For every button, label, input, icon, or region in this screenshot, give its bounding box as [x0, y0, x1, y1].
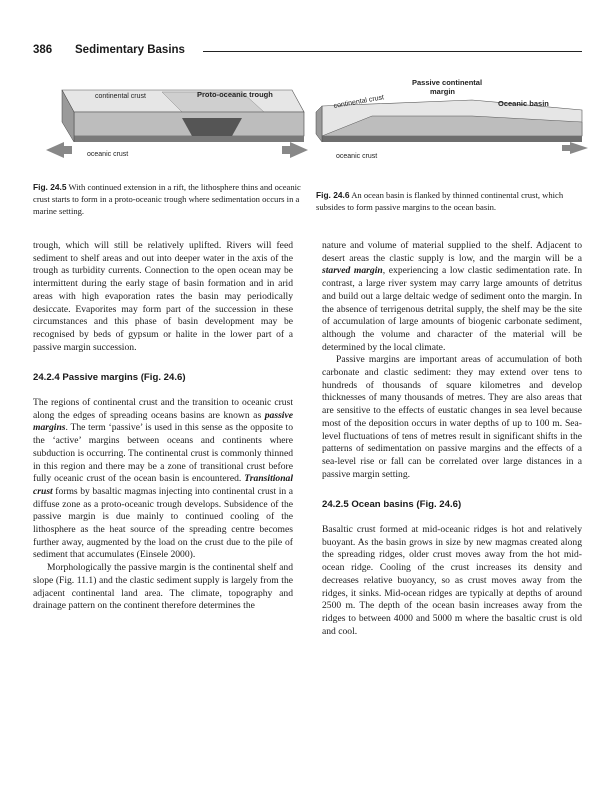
caption-number: Fig. 24.5 [33, 182, 67, 192]
paragraph: nature and volume of material supplied to the shelf. Adjacent to desert areas the clastic supply is low, and the margin will be a starved margin, experiencing a low clastic sedimentation rate. In contrast, a large river system may carry large amounts of detritus and build out a large deltaic wedge of sediment onto the margin. In the absence of terrigenous detrital supply, the shelf may be the site of accumulation of large amounts of biogenic carbonate sediment, although the volume and character of the material will be determined by the local climate. [322, 240, 582, 353]
label-continental-crust: continental crust [333, 94, 385, 110]
header-rule [203, 51, 582, 52]
caption-fig-24-5 [33, 181, 301, 217]
label-continental-crust: continental crust [95, 93, 146, 100]
term-transitional-crust: Transitional crust [33, 473, 293, 497]
left-column [33, 240, 293, 613]
term-starved-margin: starved margin [322, 265, 383, 277]
section-heading-24-2-4: 24.2.4 Passive margins (Fig. 24.6) [33, 372, 186, 384]
section-heading-24-2-5: 24.2.5 Ocean basins (Fig. 24.6) [322, 499, 462, 511]
paragraph: The regions of continental crust and the transition to oceanic crust along the edges of spreading oceans basins are known as passive margins. The term ‘passive’ is used in this sense as the opposite to the ‘active’ margins between oceans and continents where subduction is occurring. The continental crust is commonly thinned in this region and there may be a zone of transitional crust before fully oceanic crust of the ocean basin is encountered. Transitional crust forms by basaltic magmas injecting into continental crust in a diffuse zone as a proto-oceanic trough develops. Subsidence of the passive margin is due mainly to continued cooling of the lithosphere as the heat source of the spreading centre becomes further away, augmented by the load on the crust due to the pile of sediment that accumulates (Einsele 2000). [33, 397, 293, 561]
figure-24-5 [42, 78, 312, 178]
paragraph: trough, which will still be relatively uplifted. Rivers will feed sediment to shelf areas and out into deeper water in the axis of the trough as turbidity currents. Connection to the open ocean may be intermittent during the early stage of basin formation and in arid areas with high evaporation rates the basin may periodically desiccate. Evaporites may form part of the succession in these circumstances and this phase of basin development may be recognised by beds of gypsum or halite in the lower part of a passive margin succession. [33, 240, 293, 353]
running-title: Sedimentary Basins [75, 44, 185, 56]
label-oceanic-crust: oceanic crust [87, 151, 129, 158]
label-passive-continental-1: Passive continental [412, 78, 483, 87]
paragraph: Morphologically the passive margin is the continental shelf and slope (Fig. 11.1) and the clastic sediment supply is largely from the adjacent continental land area. The climate, topography and drainage pattern on the continent therefore determines the [33, 562, 293, 612]
figure-24-5-diagram [42, 78, 312, 178]
caption-number: Fig. 24.6 [316, 190, 350, 200]
label-oceanic-crust: oceanic crust [336, 153, 378, 160]
caption-text: With continued extension in a rift, the lithosphere thins and oceanic crust starts to form in a proto-oceanic trough where sedimentation occurs in a marine setting. [33, 182, 301, 216]
label-oceanic-basin: Oceanic basin [498, 99, 549, 108]
figure-24-6-diagram [312, 76, 592, 166]
paragraph: Basaltic crust formed at mid-oceanic ridges is hot and relatively buoyant. As the basin grows in size by new magmas created along the spreading ridges, older crust moves away from the hot mid-ocean ridge. Cooling of the crust increases its density and decreases relative buoyancy, so as crust moves away from the ridges, it sinks. Mid-ocean ridges are typically at depths of around 2500 m. The depth of the ocean basin increases away from the ridges to between 4000 and 5000 m where the basaltic crust is old and cool. [322, 524, 582, 637]
paragraph: Passive margins are important areas of accumulation of both carbonate and clastic sediment: they may extend over tens to hundreds of thousands of square kilometres and develop thicknesses of many thousands of metres. They are also areas that are sensitive to the effects of eustatic changes in sea level because most of the deposition occurs in water depths of up to 100 m. Sea-level fluctuations of tens of metres result in significant shifts in the patterns of sedimentation on passive margins and the effects of a sea-level rise or fall can be correlated over large distances in a passive margin setting. [322, 354, 582, 480]
caption-fig-24-6 [316, 189, 582, 213]
right-column [322, 240, 582, 638]
label-proto-oceanic-trough: Proto-oceanic trough [197, 90, 273, 99]
running-header [33, 44, 582, 58]
figure-24-6 [312, 76, 592, 166]
caption-text: An ocean basin is flanked by thinned continental crust, which subsides to form passive margins to the ocean basin. [316, 190, 564, 212]
term-passive-margins: passive margins [33, 409, 293, 434]
page-number: 386 [33, 44, 53, 56]
label-passive-continental-2: margin [430, 87, 456, 96]
